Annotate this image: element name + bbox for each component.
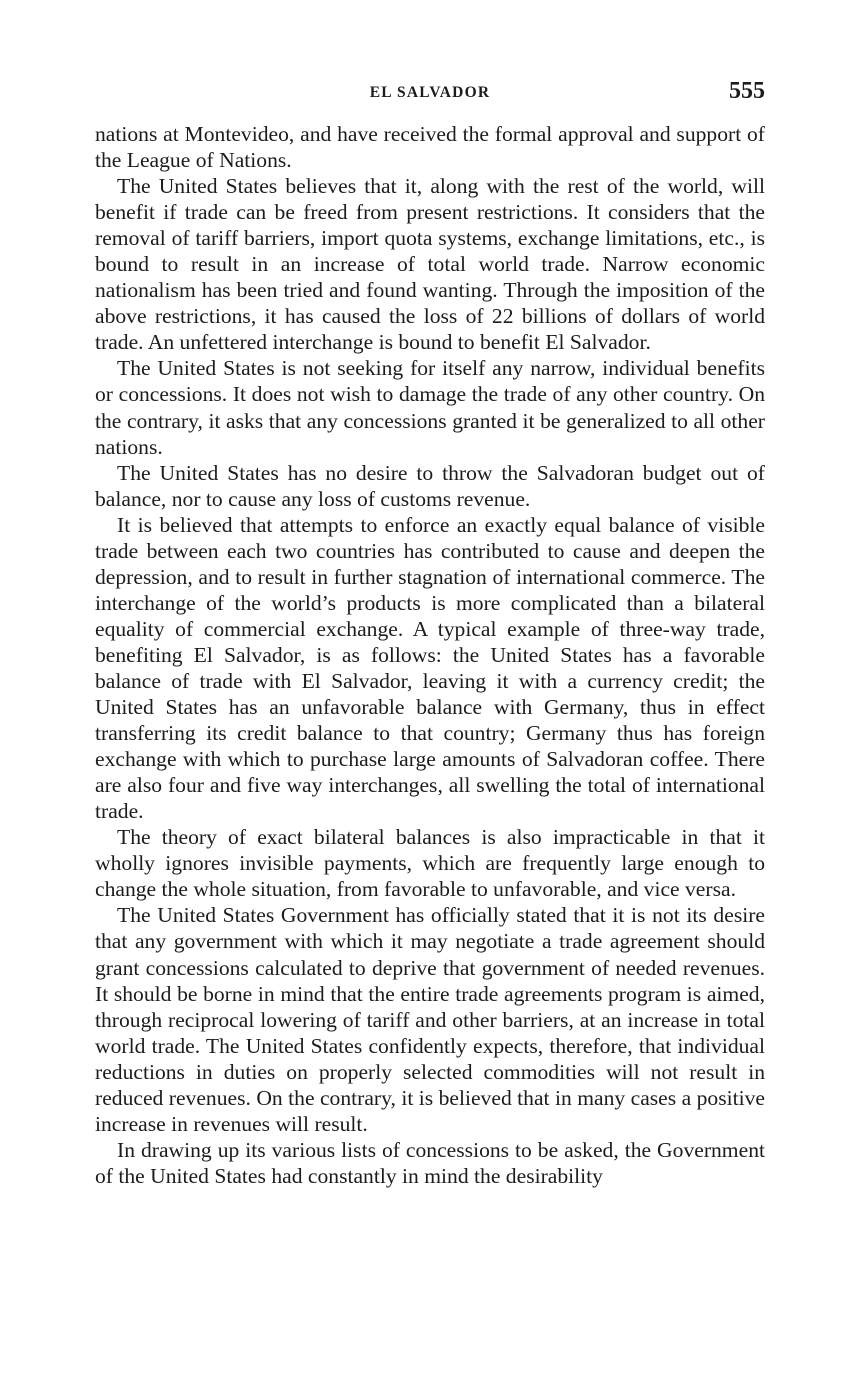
- paragraph: The United States has no desire to throw the Salvadoran budget out of balance, nor to cause any loss of customs revenue.: [95, 460, 765, 511]
- paragraph: In drawing up its various lists of concessions to be asked, the Government of the United States had constantly in mind the desirability: [95, 1137, 765, 1188]
- paragraph: The United States Government has officially stated that it is not its desire that any government with which it may negotiate a trade agreement should grant concessions calculated to deprive that government of needed revenues. It should be borne in mind that the entire trade agreements program is aimed, through reciprocal lowering of tariff and other barriers, at an increase in total world trade. The United States confidently expects, therefore, that individual reductions in duties on properly selected commodities will not result in reduced revenues. On the contrary, it is believed that in many cases a positive increase in revenues will result.: [95, 903, 765, 1136]
- paragraph: The United States is not seeking for itself any narrow, individual benefits or concessions. It does not wish to damage the trade of any other country. On the contrary, it asks that any concessions granted it be generalized to all other nations.: [95, 356, 765, 459]
- paragraph-continued: nations at Montevideo, and have received the formal approval and support of the League of Nations.: [95, 122, 765, 173]
- running-title: EL SALVADOR: [369, 84, 491, 101]
- paragraph: The theory of exact bilateral balances is also impracticable in that it wholly ignores invisible payments, which are frequently large enough to change the whole situation, from favorable to unfavorable, and vice versa.: [95, 825, 765, 902]
- page-number: 555: [729, 78, 765, 104]
- paragraph: The United States believes that it, along with the rest of the world, will benefit if trade can be freed from present restrictions. It considers that the removal of tariff barriers, import quota systems, exchange limitations, etc., is bound to result in an increase of total world trade. Narrow economic nationalism has been tried and found wanting. Through the imposition of the above restrictions, it has caused the loss of 22 billions of dollars of world trade. An unfettered interchange is bound to benefit El Salvador.: [95, 174, 765, 355]
- body-text: [95, 121, 765, 1189]
- running-head: [95, 78, 765, 108]
- paragraph: It is believed that attempts to enforce an exactly equal balance of visible trade between each two countries has contributed to cause and deepen the depression, and to result in further stagnation of international commerce. The interchange of the world’s products is more complicated than a bilateral equality of commercial exchange. A typical example of three-way trade, benefiting El Salvador, is as follows: the United States has a favorable balance of trade with El Salvador, leaving it with a currency credit; the United States has an unfavorable balance with Germany, thus in effect transferring its credit balance to that country; Germany thus has foreign exchange with which to purchase large amounts of Salvadoran coffee. There are also four and five way interchanges, all swelling the total of international trade.: [95, 512, 765, 824]
